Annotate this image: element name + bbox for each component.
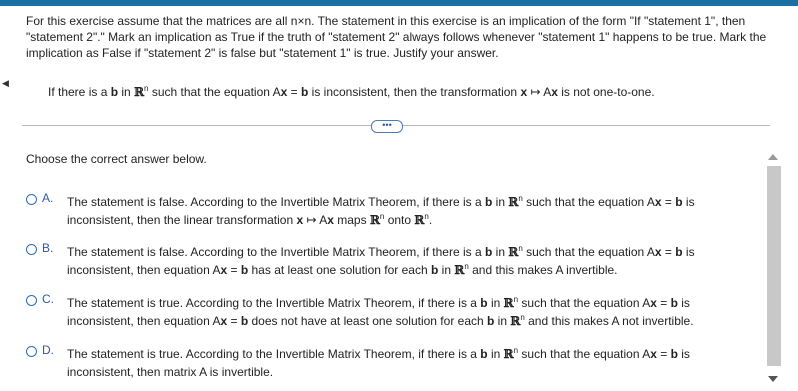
scrollbar-thumb[interactable]	[767, 166, 781, 366]
answer-prompt: Choose the correct answer below.	[26, 152, 207, 166]
scroll-up-icon[interactable]	[768, 154, 778, 160]
top-accent-bar	[0, 0, 798, 6]
scroll-down-icon[interactable]	[768, 376, 778, 382]
option-a-text: The statement is false. According to the Invertible Matrix Theorem, if there is a b in ℝ$^n$ such that the equation Ax = b is inconsistent, then the linear transformation x ↦ Ax maps ℝ$^n$ onto ℝ$^n$.	[67, 194, 695, 227]
more-options-button[interactable]: •••	[371, 120, 403, 133]
option-b-text: The statement is false. According to the Invertible Matrix Theorem, if there is a b in ℝ$^n$ such that the equation Ax = b is inconsistent, then equation Ax = b has at least one solution for each b in ℝ$^n$ and this makes A invertible.	[67, 244, 695, 277]
option-letter: C.	[42, 292, 54, 306]
option-letter: A.	[42, 191, 54, 205]
option-d-text: The statement is true. According to the Invertible Matrix Theorem, if there is a b in ℝ$^n$ such that the equation Ax = b is inconsistent, then matrix A is invertible.	[67, 346, 690, 379]
option-letter: B.	[42, 241, 54, 255]
radio-a[interactable]	[26, 194, 37, 205]
problem-statement: If there is a b in ℝ$^n$ such that the equation Ax = b is inconsistent, then the transformation x ↦ Ax is not one-to-one.	[48, 84, 655, 99]
option-c-text: The statement is true. According to the Invertible Matrix Theorem, if there is a b in ℝ$^n$ such that the equation Ax = b is inconsistent, then equation Ax = b does not have at least one solution for each b in ℝ$^n$ and this makes A not invertible.	[67, 295, 694, 328]
option-letter: D.	[42, 343, 54, 357]
radio-c[interactable]	[26, 295, 37, 306]
radio-b[interactable]	[26, 244, 37, 255]
instructions-text: For this exercise assume that the matrices are all n×n. The statement in this exercise is an implication of the form "If "statement 1", then "statement 2"." Mark an implication as True if the truth of "statement 2" always follows whenever "statement 1" happens to be true. Mark the implication as False if "statement 2" is false but "statement 1" is true. Justify your answer.	[26, 14, 767, 60]
collapse-arrow-icon[interactable]: ◀	[2, 78, 9, 88]
radio-d[interactable]	[26, 346, 37, 357]
